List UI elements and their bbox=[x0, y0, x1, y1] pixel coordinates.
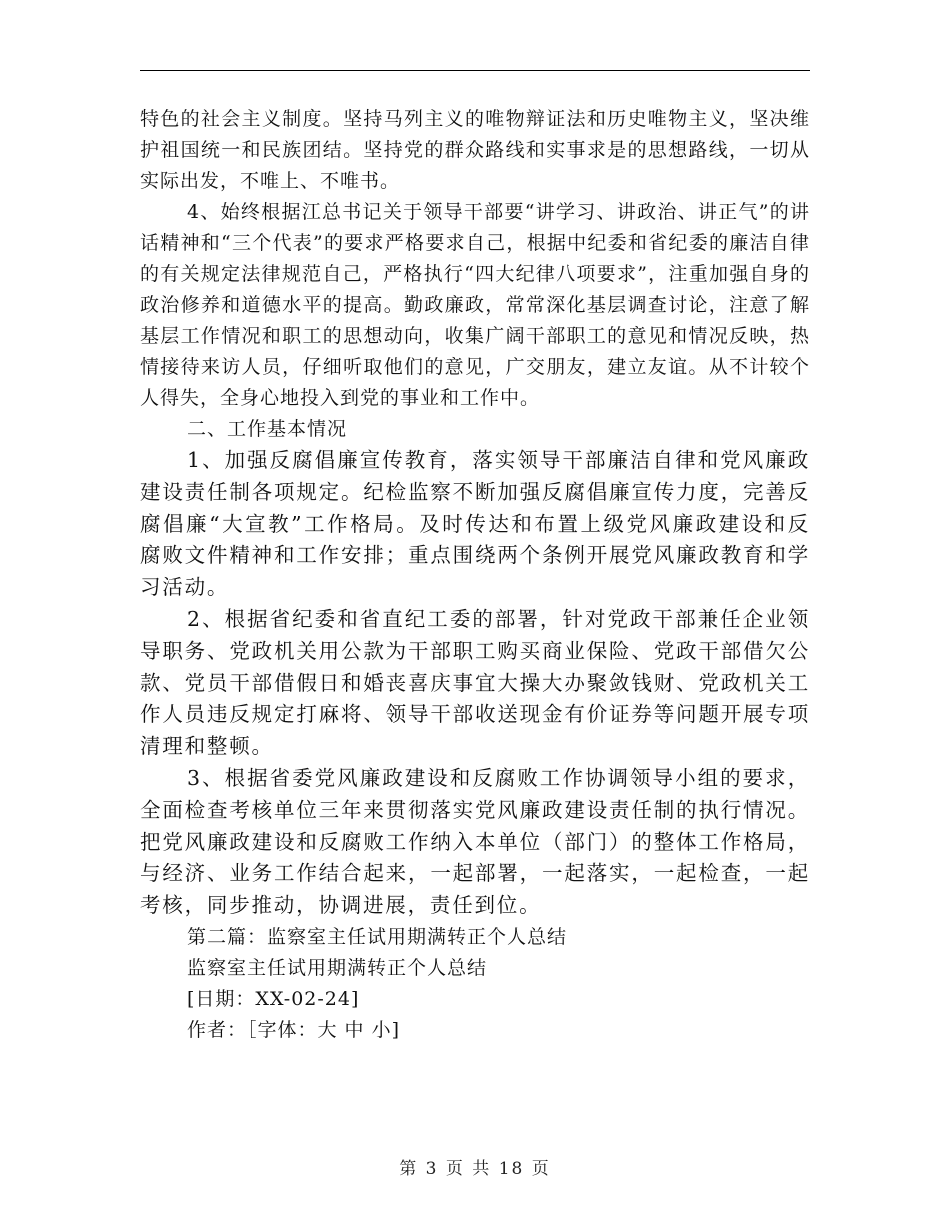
paragraph-item-2: 2、根据省纪委和省直纪工委的部署，针对党政干部兼任企业领导职务、党政机关用公款为干部职工购买商业保险、党政干部借欠公款、党员干部借假日和婚丧喜庆事宜大操大办聚敛钱财、党政机关工作人员违反规定打麻将、领导干部收送现金有价证券等问题开展专项清理和整顿。 bbox=[140, 606, 810, 759]
article-title-part-two: 第二篇：监察室主任试用期满转正个人总结 bbox=[187, 925, 568, 948]
paragraph-item-3: 3、根据省委党风廉政建设和反腐败工作协调领导小组的要求，全面检查考核单位三年来贯彻落实党风廉政建设责任制的执行情况。把党风廉政建设和反腐败工作纳入本单位（部门）的整体工作格局，与经济、业务工作结合起来，一起部署，一起落实，一起检查，一起考核，同步推动，协调进展，责任到位。 bbox=[140, 765, 810, 918]
header-rule bbox=[140, 70, 810, 71]
paragraph-item-4: 4、始终根据江总书记关于领导干部要“讲学习、讲政治、讲正气”的讲话精神和“三个代表”的要求严格要求自己，根据中纪委和省纪委的廉洁自律的有关规定法律规范自己，严格执行“四大纪律八项要求”，注重加强自身的政治修养和道德水平的提高。勤政廉政，常常深化基层调查讨论，注意了解基层工作情况和职工的思想动向，收集广阔干部职工的意见和情况反映，热情接待来访人员，仔细听取他们的意见，广交朋友，建立友谊。从不计较个人得失，全身心地投入到党的事业和工作中。 bbox=[140, 201, 810, 409]
page-footer: 第 3 页 共 18 页 bbox=[399, 1159, 551, 1179]
paragraph-item-1: 1、加强反腐倡廉宣传教育，落实领导干部廉洁自律和党风廉政建设责任制各项规定。纪检监察不断加强反腐倡廉宣传力度，完善反腐倡廉“大宣教”工作格局。及时传达和布置上级党风廉政建设和反腐败文件精神和工作安排；重点围绕两个条例开展党风廉政教育和学习活动。 bbox=[140, 448, 810, 600]
section-heading-work-situation: 二、工作基本情况 bbox=[187, 418, 348, 440]
article-author-font-size: 作者：［字体：大 中 小] bbox=[187, 1018, 400, 1041]
article-date: [日期：XX-02-24] bbox=[187, 987, 360, 1010]
article-subtitle: 监察室主任试用期满转正个人总结 bbox=[187, 956, 488, 979]
document-body bbox=[140, 104, 810, 1046]
paragraph-continuation: 特色的社会主义制度。坚持马列主义的唯物辩证法和历史唯物主义，坚决维护祖国统一和民族团结。坚持党的群众路线和实事求是的思想路线，一切从实际出发，不唯上、不唯书。 bbox=[140, 108, 810, 192]
